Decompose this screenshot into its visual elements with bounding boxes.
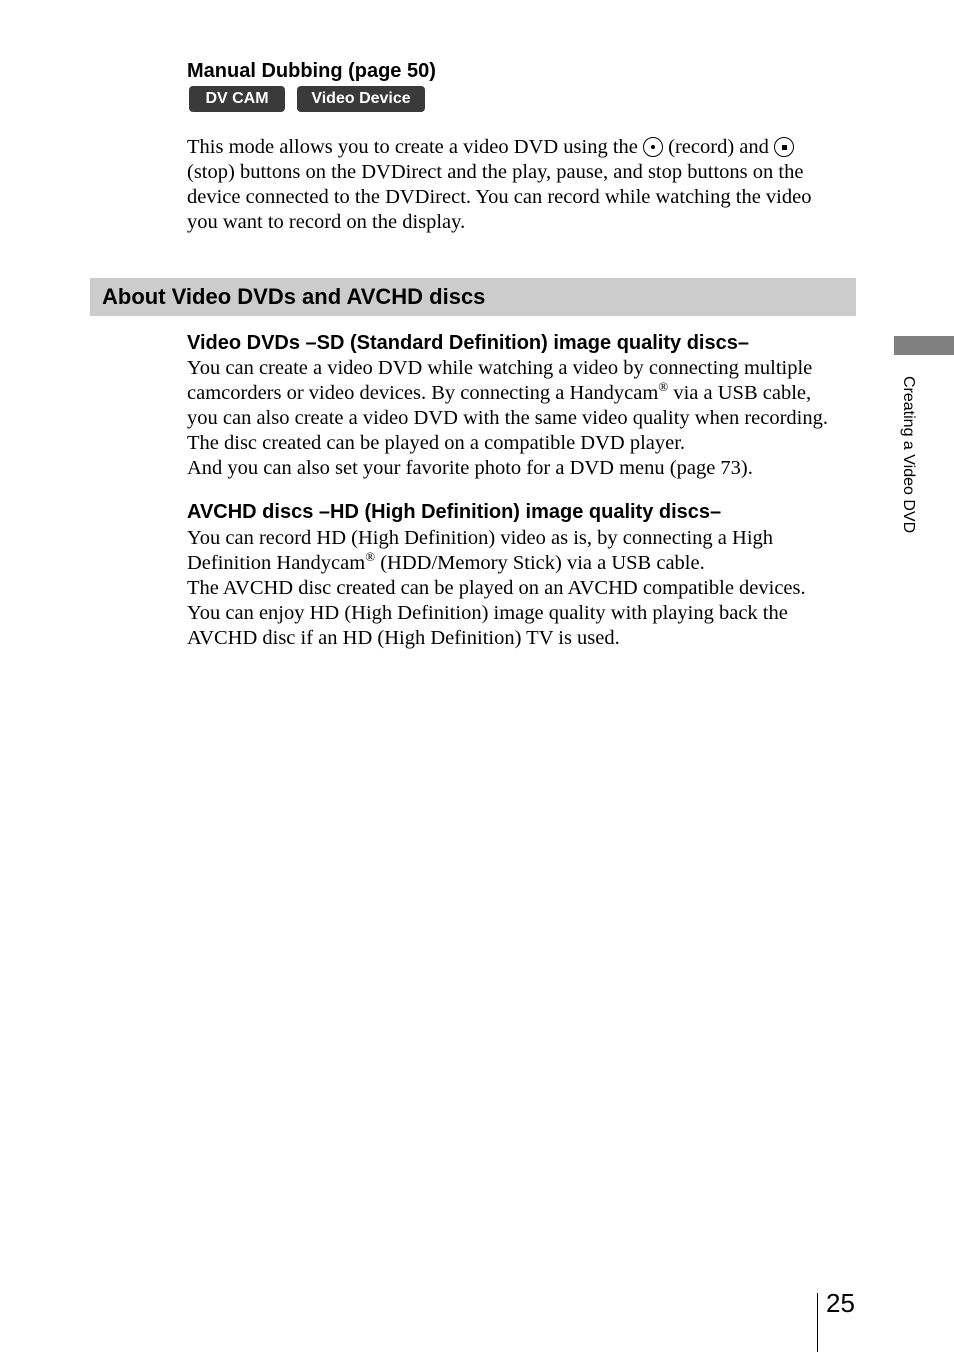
vd-line2a: camcorders or video devices. By connecting a Handycam bbox=[187, 382, 659, 404]
para-line2: (stop) buttons on the DVDirect and the play, pause, and stop buttons on the bbox=[187, 161, 804, 183]
vd-line4: The disc created can be played on a compatible DVD player. bbox=[187, 432, 686, 454]
av-line4: You can enjoy HD (High Definition) image quality with playing back the bbox=[187, 602, 788, 624]
vd-line3: you can also create a video DVD with the same video quality when recording. bbox=[187, 407, 828, 429]
registered-mark: ® bbox=[658, 379, 669, 395]
vd-line2b: via a USB cable, bbox=[668, 382, 812, 404]
side-tab-label: Creating a Video DVD bbox=[900, 376, 917, 534]
vd-line5: And you can also set your favorite photo for a DVD menu (page 73). bbox=[187, 457, 753, 479]
video-device-badge: Video Device bbox=[297, 86, 425, 112]
stop-button-icon bbox=[774, 137, 794, 157]
vd-line1: You can create a video DVD while watching a video by connecting multiple bbox=[187, 357, 813, 379]
av-line5: AVCHD disc if an HD (High Definition) TV is used. bbox=[187, 627, 620, 649]
av-line1: You can record HD (High Definition) video as is, by connecting a High bbox=[187, 527, 774, 549]
section-title: About Video DVDs and AVCHD discs bbox=[102, 284, 486, 309]
manual-dubbing-paragraph bbox=[187, 135, 867, 235]
av-line3: The AVCHD disc created can be played on an AVCHD compatible devices. bbox=[187, 577, 806, 599]
video-dvds-paragraph bbox=[187, 356, 877, 481]
av-line2b: (HDD/Memory Stick) via a USB cable. bbox=[375, 552, 705, 574]
avchd-paragraph bbox=[187, 526, 877, 651]
registered-mark: ® bbox=[365, 549, 376, 565]
dv-cam-badge: DV CAM bbox=[189, 86, 285, 112]
record-label: (record) and bbox=[668, 136, 769, 158]
para-line4: you want to record on the display. bbox=[187, 211, 466, 233]
video-dvds-heading: Video DVDs –SD (Standard Definition) image quality discs– bbox=[187, 332, 749, 354]
page-number: 25 bbox=[826, 1288, 855, 1318]
manual-dubbing-heading: Manual Dubbing (page 50) bbox=[187, 60, 436, 82]
av-line2a: Definition Handycam bbox=[187, 552, 366, 574]
para-line1: This mode allows you to create a video DVD using the bbox=[187, 136, 638, 158]
para-line3: device connected to the DVDirect. You can record while watching the video bbox=[187, 186, 812, 208]
avchd-heading: AVCHD discs –HD (High Definition) image quality discs– bbox=[187, 501, 722, 523]
section-bar bbox=[90, 278, 856, 316]
side-tab-bar bbox=[894, 336, 954, 355]
page-number-rule bbox=[817, 1293, 818, 1352]
record-button-icon bbox=[643, 137, 663, 157]
